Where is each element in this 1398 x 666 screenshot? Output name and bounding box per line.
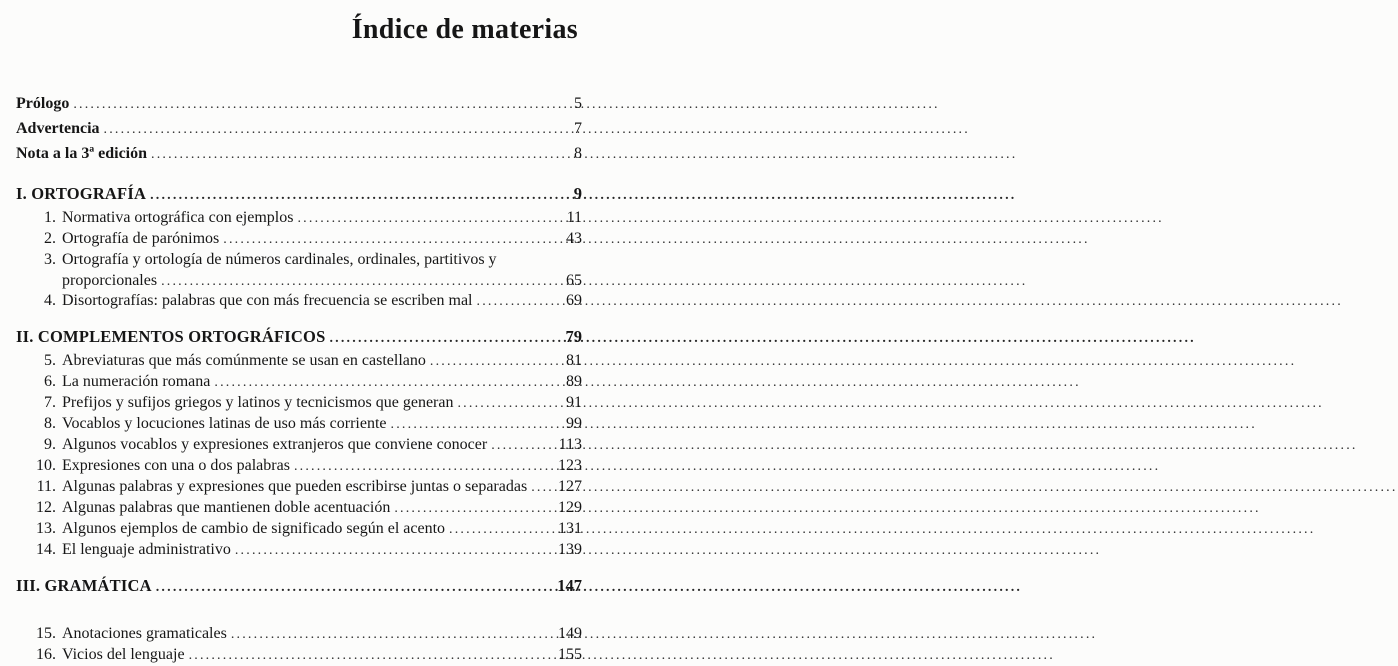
page-number: 81 — [566, 352, 582, 369]
section-header-gramatica — [16, 576, 582, 600]
item-number: 2. — [44, 230, 56, 247]
item-text: Ortografía de parónimos — [62, 230, 220, 247]
page-number: 91 — [566, 394, 582, 411]
page-number: 8 — [574, 145, 582, 162]
item-text: Vocablos y locuciones latinas de uso más corriente — [62, 415, 387, 432]
page-number: 9 — [573, 184, 582, 203]
item-number: 3. — [44, 251, 56, 268]
item-text: Ortografía y ortología de números cardinales, ordinales, partitivos y — [62, 251, 497, 268]
toc-item-13 — [16, 519, 582, 540]
dot-leader — [223, 232, 546, 249]
item-number: 1. — [44, 209, 56, 226]
page-number: 127 — [558, 478, 582, 495]
dot-leader — [156, 580, 546, 597]
page-number: 149 — [558, 625, 582, 642]
dot-leader — [161, 274, 546, 291]
section-label: III. GRAMÁTICA — [16, 576, 152, 595]
page-number: 7 — [574, 120, 582, 137]
page-number: 155 — [558, 646, 582, 663]
page-number: 113 — [558, 436, 582, 453]
item-text: Algunos vocablos y expresiones extranjeros que conviene conocer — [62, 436, 488, 453]
entry-label: Nota a la 3ª edición — [16, 145, 148, 162]
entry-label: Advertencia — [16, 120, 100, 137]
item-number: 7. — [44, 394, 56, 411]
toc-item-10 — [16, 456, 582, 477]
toc-item-7 — [16, 393, 582, 414]
dot-leader — [394, 501, 546, 518]
page-number: 129 — [558, 499, 582, 516]
dot-leader — [491, 438, 546, 455]
item-text: Anotaciones gramaticales — [62, 625, 227, 642]
section-header-complementos — [16, 327, 582, 351]
page-number: 69 — [566, 292, 582, 309]
item-text: Abreviaturas que más comúnmente se usan en castellano — [62, 352, 426, 369]
toc-entry-prologo — [16, 94, 582, 119]
dot-leader — [73, 97, 546, 114]
page-number: 65 — [566, 272, 582, 289]
item-number: 8. — [44, 415, 56, 432]
item-text: Vicios del lenguaje — [62, 646, 185, 663]
toc-entry-nota-edicion — [16, 144, 582, 169]
dot-leader — [189, 648, 546, 665]
section-label: I. ORTOGRAFÍA — [16, 184, 147, 203]
dot-leader — [457, 396, 546, 413]
dot-leader — [151, 147, 546, 164]
page-number: 79 — [565, 327, 582, 346]
item-number: 11. — [36, 478, 56, 495]
scanned-toc-page — [0, 14, 600, 666]
front-matter-block — [16, 94, 582, 169]
item-number: 6. — [44, 373, 56, 390]
dot-leader — [231, 627, 546, 644]
page-number: 43 — [566, 230, 582, 247]
toc-entry-advertencia — [16, 119, 582, 144]
toc-item-8 — [16, 414, 582, 435]
item-text: Expresiones con una o dos palabras — [62, 457, 290, 474]
page-number: 139 — [558, 541, 582, 558]
item-text: Prefijos y sufijos griegos y latinos y tecnicismos que generan — [62, 394, 454, 411]
dot-leader — [214, 375, 546, 392]
dot-leader — [531, 480, 546, 497]
item-number: 14. — [36, 541, 56, 558]
dot-leader — [297, 211, 546, 228]
toc-item-6 — [16, 372, 582, 393]
toc-item-1 — [16, 208, 582, 229]
item-number: 12. — [36, 499, 56, 516]
dot-leader — [391, 417, 546, 434]
toc-item-2 — [16, 229, 582, 250]
page-title: Índice de materias — [351, 14, 578, 45]
item-text-continued: proporcionales — [62, 272, 158, 289]
toc-item-5 — [16, 351, 582, 372]
page-number: 123 — [558, 457, 582, 474]
dot-leader — [449, 522, 546, 539]
toc-item-3-line2 — [16, 271, 582, 291]
item-number: 4. — [44, 292, 56, 309]
dot-leader — [235, 543, 546, 560]
item-text: Normativa ortográfica con ejemplos — [62, 209, 294, 226]
dot-leader — [294, 459, 546, 476]
toc-item-4 — [16, 291, 582, 312]
page-number: 147 — [557, 576, 582, 595]
item-number: 15. — [36, 625, 56, 642]
dot-leader — [329, 331, 546, 348]
item-number: 13. — [36, 520, 56, 537]
item-text: Algunas palabras y expresiones que pueden escribirse juntas o separadas — [62, 478, 528, 495]
section-label: II. COMPLEMENTOS ORTOGRÁFICOS — [16, 327, 326, 346]
page-number: 89 — [566, 373, 582, 390]
toc-item-9 — [16, 435, 582, 456]
dot-leader — [477, 294, 547, 311]
toc-item-15 — [16, 624, 582, 645]
entry-label: Prólogo — [16, 95, 70, 112]
item-number: 9. — [44, 436, 56, 453]
dot-leader — [104, 122, 546, 139]
toc-item-11 — [16, 477, 582, 498]
item-number: 5. — [44, 352, 56, 369]
section-header-ortografia — [16, 184, 582, 208]
item-text: La numeración romana — [62, 373, 211, 390]
page-number: 99 — [566, 415, 582, 432]
dot-leader — [430, 354, 546, 371]
item-text: Algunos ejemplos de cambio de significado según el acento — [62, 520, 446, 537]
toc-item-14 — [16, 540, 582, 561]
item-number: 16. — [36, 646, 56, 663]
toc-item-12 — [16, 498, 582, 519]
dot-leader — [150, 188, 546, 205]
item-number: 10. — [36, 457, 56, 474]
item-text: Disortografías: palabras que con más frecuencia se escriben mal — [62, 292, 473, 309]
toc-item-3-line1 — [16, 250, 582, 271]
toc-content — [0, 94, 600, 666]
toc-item-16 — [16, 645, 582, 666]
page-number: 131 — [558, 520, 582, 537]
item-text: El lenguaje administrativo — [62, 541, 231, 558]
page-number: 5 — [574, 95, 582, 112]
page-number: 11 — [566, 209, 582, 226]
item-text: Algunas palabras que mantienen doble acentuación — [62, 499, 391, 516]
